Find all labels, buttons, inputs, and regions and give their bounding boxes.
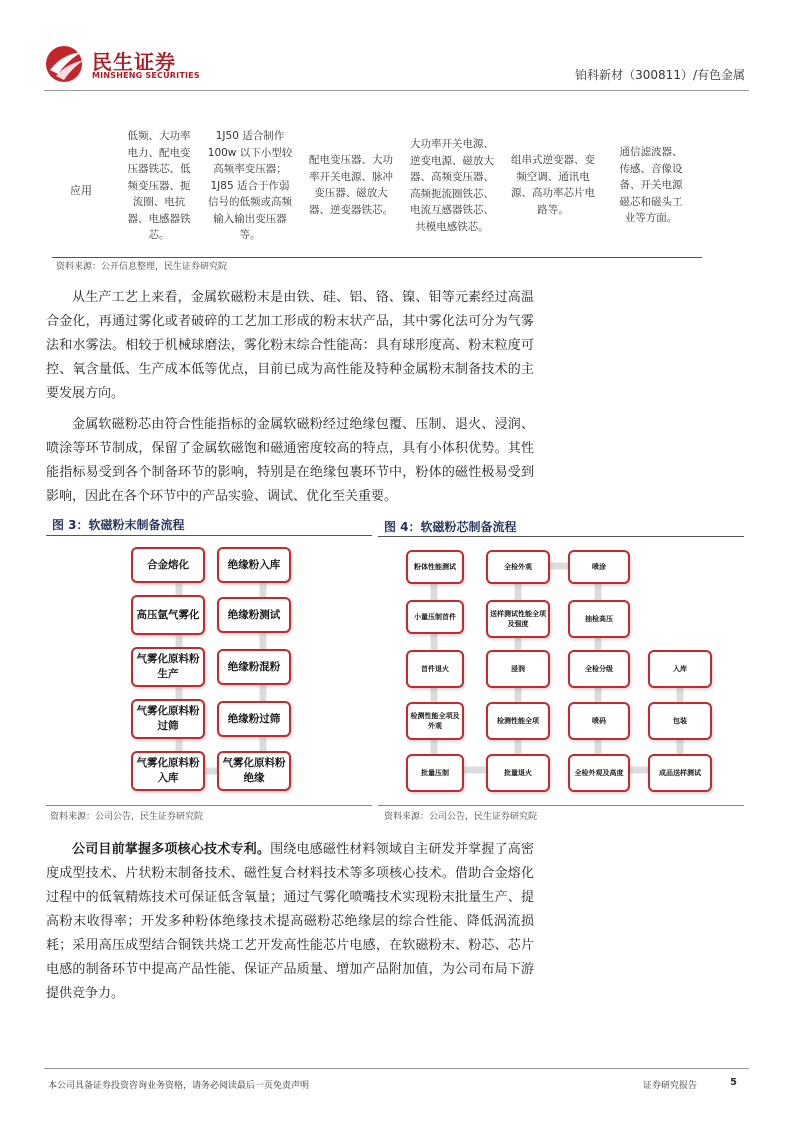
brand-logo [44, 44, 200, 84]
flow-node: 全检分级 [568, 650, 630, 688]
flow-node: 气雾化原料粉过筛 [131, 699, 205, 739]
flow-node: 批量退火 [486, 754, 550, 792]
figure4-bottom-rule [378, 805, 744, 806]
table-source: 资料来源：公开信息整理，民生证券研究院 [56, 262, 228, 272]
flow-node: 浸润 [486, 650, 550, 688]
table-cell-col6: 通信滤波器、 传感、音像设 备、开关电源 磁芯和磁头工 业等方面。 [619, 146, 683, 224]
flow-node: 入库 [648, 650, 712, 688]
flow-node: 绝缘粉混粉 [217, 649, 291, 685]
figure3-title: 图 3：软磁粉末制备流程 [52, 518, 185, 532]
figure3-top-rule [46, 535, 372, 536]
brand-name-cn: 民生证券 [92, 50, 176, 74]
flow-node: 绝缘粉入库 [217, 547, 291, 583]
application-table [52, 120, 702, 258]
paragraph-core: 金属软磁粉芯由符合性能指标的金属软磁粉经过绝缘包覆、压制、退火、浸润、喷涂等环节制成，保留了金属软磁饱和磁通密度较高的特点，具有小体积优势。其性能指标易受到各个制备环节的影响，特别是在绝缘包裹环节中，粉体的磁性极易受到影响，因此在各个环节中的产品实验、调试、优化至关重要。 [46, 417, 534, 504]
table-cell-col1: 低频、大功率 电力、配电变 压器铁芯、低 频变压器、扼 流圈、电抗 器、电感器铁 芯。 [127, 130, 191, 241]
figure3-connectors [46, 537, 372, 803]
flow-node: 包装 [648, 702, 712, 740]
flow-node: 合金熔化 [131, 547, 205, 583]
footer-divider [44, 1068, 749, 1069]
flow-node: 粉体性能测试 [406, 550, 464, 584]
flow-node: 检测性能全项 [486, 702, 550, 740]
table-cell-col5: 组串式逆变器、变 频空调、通讯电 源、高功率芯片电 路等。 [511, 154, 595, 216]
header-divider [44, 90, 749, 91]
table-row-label: 应用 [70, 184, 92, 197]
flow-node: 喷涂 [568, 550, 630, 584]
table-cell-col2: 1J50 适合制作 100w 以下小型较 高频率变压器； 1J85 适合于作弱 信号的低频或高频 输入输出变压器 等。 [207, 130, 293, 241]
flow-node: 成品送样测试 [648, 754, 712, 792]
flow-node: 小量压制首件 [406, 600, 464, 634]
flow-node: 气雾化原料粉生产 [131, 647, 205, 687]
page-number: 5 [730, 1077, 737, 1088]
figure4-top-rule [378, 536, 744, 537]
minsheng-logo-icon [44, 44, 86, 84]
table-cell-col4: 大功率开关电源、 逆变电源、磁放大 器、高频变压器、 高频扼流圈铁芯、 电流互感器铁芯、 共模电感铁芯。 [410, 138, 494, 233]
flow-node: 气雾化原料粉入库 [131, 751, 205, 791]
flow-node: 气雾化原料粉绝缘 [217, 751, 291, 791]
paragraph-process: 从生产工艺上来看，金属软磁粉末是由铁、硅、铝、铬、镍、钼等元素经过高温合金化，再通过雾化或者破碎的工艺加工形成的粉末状产品，其中雾化法可分为气雾法和水雾法。相较于机械球磨法，雾化粉末综合性能高：具有球形度高、粉末粒度可控、氧含量低、生产成本低等优点，目前已成为高性能及特种金属粉末制备技术的主要发展方向。 [46, 290, 534, 401]
table-cell-col3: 配电变压器、大功 率开关电源、脉冲 变压器、磁放大 器、逆变器铁芯。 [309, 154, 393, 216]
company-ticker: 铂科新材（300811）/有色金属 [575, 68, 745, 82]
flow-node: 首件退火 [406, 650, 464, 688]
flow-node: 全检外观 [486, 550, 550, 584]
figure4-source: 资料来源：公司公告，民生证券研究院 [384, 812, 538, 822]
flow-node: 送样测试性能全项及强度 [486, 600, 550, 638]
patents-lead: 公司目前掌握多项核心技术专利。 [72, 842, 271, 857]
figure3-source: 资料来源：公司公告，民生证券研究院 [50, 812, 204, 822]
flow-node: 绝缘粉测试 [217, 597, 291, 633]
brand-name-en: MINSHENG SECURITIES [92, 71, 200, 80]
flow-node: 高压氩气雾化 [131, 595, 205, 635]
flow-node: 检测性能全项及外观 [406, 702, 464, 740]
patents-body: 围绕电感磁性材料领域自主研发并掌握了高密度成型技术、片状粉末制备技术、磁性复合材料技术等多项核心技术。借助合金熔化过程中的低氧精炼技术可保证低含氧量；通过气雾化喷嘴技术实现粉末批量生产、提高粉末收得率；开发多种粉体绝缘技术提高磁粉芯绝缘层的综合性能、降低涡流损耗；采用高压成型结合铜铁共烧工艺开发高性能芯片电感，在软磁粉末、粉芯、芯片电感的制备环节中提高产品性能、保证产品质量、增加产品附加值，为公司布局下游提供竞争力。 [46, 842, 534, 1001]
flow-node: 全检外观及高度 [568, 754, 630, 792]
flow-node: 喷码 [568, 702, 630, 740]
footer-report-type: 证券研究报告 [642, 1081, 697, 1091]
figure3-flowchart [46, 537, 372, 803]
paragraph-patents [46, 838, 534, 1006]
figure3-bottom-rule [46, 805, 372, 806]
figure4-title: 图 4：软磁粉芯制备流程 [384, 520, 517, 534]
flow-node: 抽检高压 [568, 600, 630, 638]
flow-node: 批量压制 [406, 754, 464, 792]
footer-disclaimer: 本公司具备证券投资咨询业务资格，请务必阅读最后一页免责声明 [48, 1081, 310, 1091]
flow-node: 绝缘粉过筛 [217, 701, 291, 737]
figure4-flowchart [378, 538, 744, 804]
